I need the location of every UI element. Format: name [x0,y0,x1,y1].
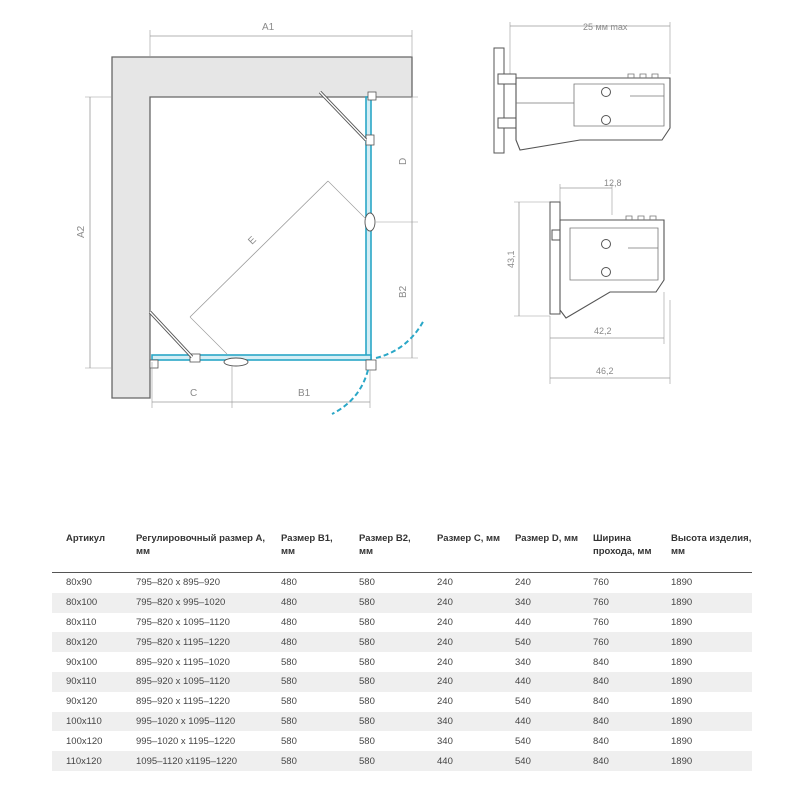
table-cell: 1890 [671,696,693,708]
header-cell: Размер В2, мм [359,533,411,557]
table-cell: 1890 [671,616,693,628]
table-cell: 80х100 [52,593,122,613]
table-cell: 1890 [671,735,693,747]
table-cell: 580 [281,735,297,747]
table-row [52,751,752,771]
dim-12-8-label: 12,8 [604,178,622,188]
table-cell: 580 [281,696,297,708]
table-cell: 760 [579,593,657,613]
table-cell: 1890 [671,577,693,589]
glass-panel-bottom [152,355,371,360]
table-cell: 240 [437,616,453,628]
table-cell: 840 [579,751,657,771]
table-cell: 480 [281,577,297,589]
table-cell: 240 [423,672,501,692]
door-swing-arc-bottom [332,370,368,414]
dim-a2-label: A2 [76,225,87,238]
table-cell: 240 [423,593,501,613]
table-cell: 580 [267,751,345,771]
table-cell: 80х120 [52,632,122,652]
table-row [52,692,752,712]
table-cell: 580 [359,656,375,668]
table-row [52,672,752,692]
table-cell: 840 [579,712,657,732]
dim-d-label: D [398,157,409,165]
table-row [52,593,752,613]
dim-46-2-label: 46,2 [596,366,614,376]
table-cell: 995–1020 х 1095–1120 [122,712,267,732]
table-cell: 840 [579,672,657,692]
table-cell: 580 [345,672,423,692]
table-cell: 795–820 х 895–920 [136,577,220,589]
table-cell: 895–920 х 1195–1020 [136,656,230,668]
table-cell: 580 [345,712,423,732]
dim-b1-label: B1 [298,388,311,399]
table-cell: 110х120 [52,751,122,771]
table-cell: 795–820 х 1195–1220 [122,632,267,652]
table-cell: 340 [515,656,531,668]
table-row [52,573,752,593]
table-cell: 480 [281,616,297,628]
header-cell: Ширина прохода, мм [593,533,652,557]
table-cell: 1890 [657,632,752,652]
table-cell: 540 [501,751,579,771]
table-cell: 240 [437,656,453,668]
dim-25mm-max-label: 25 мм max [583,22,628,32]
table-cell: 240 [437,577,453,589]
table-cell: 840 [593,696,609,708]
table-cell: 440 [515,616,531,628]
table-cell: 580 [267,672,345,692]
table-row [52,632,752,652]
table-cell: 90х100 [66,656,98,668]
table-cell: 580 [359,616,375,628]
table-cell: 760 [579,632,657,652]
table-cell: 1890 [657,672,752,692]
table-cell: 90х120 [66,696,98,708]
table-cell: 580 [281,656,297,668]
table-cell: 580 [359,577,375,589]
table-cell: 795–820 х 995–1020 [122,593,267,613]
table-cell: 580 [359,696,375,708]
dim-43-1-label: 43,1 [506,250,516,268]
door-handle-bottom [224,358,248,366]
table-cell: 580 [359,735,375,747]
dim-e-label: E [246,234,259,248]
header-cell: Регулировочный размер А, мм [136,533,266,557]
table-cell: 480 [267,632,345,652]
table-cell: 440 [501,712,579,732]
table-cell: 760 [593,577,609,589]
table-row [52,731,752,751]
profile-section-1 [494,22,670,153]
table-cell: 1890 [657,593,752,613]
table-cell: 240 [515,577,531,589]
table-row [52,652,752,672]
table-cell: 840 [593,656,609,668]
dim-c-label: C [190,388,198,399]
table-cell: 760 [593,616,609,628]
table-cell: 580 [267,712,345,732]
table-cell: 80х90 [66,577,92,589]
spec-table [52,528,752,771]
table-cell: 540 [515,696,531,708]
table-cell: 340 [437,735,453,747]
table-row [52,712,752,732]
table-cell: 480 [267,593,345,613]
table-cell: 895–920 х 1195–1220 [136,696,230,708]
table-cell: 580 [345,751,423,771]
table-cell: 340 [501,593,579,613]
table-cell: 100х110 [52,712,122,732]
table-cell: 340 [423,712,501,732]
table-cell: 580 [345,593,423,613]
table-header-row [52,528,752,573]
dim-42-2-label: 42,2 [594,326,612,336]
table-cell: 90х110 [52,672,122,692]
table-cell: 995–1020 х 1195–1220 [136,735,236,747]
table-row [52,613,752,633]
table-cell: 1890 [657,751,752,771]
profile-section-2 [506,178,670,384]
table-cell: 440 [423,751,501,771]
dim-a1-label: A1 [262,22,275,33]
table-cell: 1890 [671,656,693,668]
header-cell: Размер D, мм [515,533,579,544]
header-cell: Размер С, мм [437,533,501,544]
table-cell: 795–820 х 1095–1120 [136,616,230,628]
dim-b2-label: B2 [398,285,409,298]
table-cell: 840 [593,735,609,747]
door-handle-right [365,213,375,231]
table-cell: 1890 [657,712,752,732]
table-cell: 540 [515,735,531,747]
door-swing-arc-right [376,320,424,358]
header-cell: Артикул [66,533,105,544]
table-cell: 80х110 [66,616,97,628]
table-cell: 540 [501,632,579,652]
table-cell: 580 [345,632,423,652]
table-cell: 1095–1120 х1195–1220 [122,751,267,771]
table-cell: 440 [501,672,579,692]
table-cell: 240 [437,696,453,708]
table-cell: 100х120 [66,735,103,747]
header-cell: Размер В1, мм [281,533,333,557]
plan-view [76,22,424,414]
table-cell: 240 [423,632,501,652]
table-body [52,573,752,771]
table-cell: 895–920 х 1095–1120 [122,672,267,692]
header-cell: Высота изделия, мм [671,533,752,557]
